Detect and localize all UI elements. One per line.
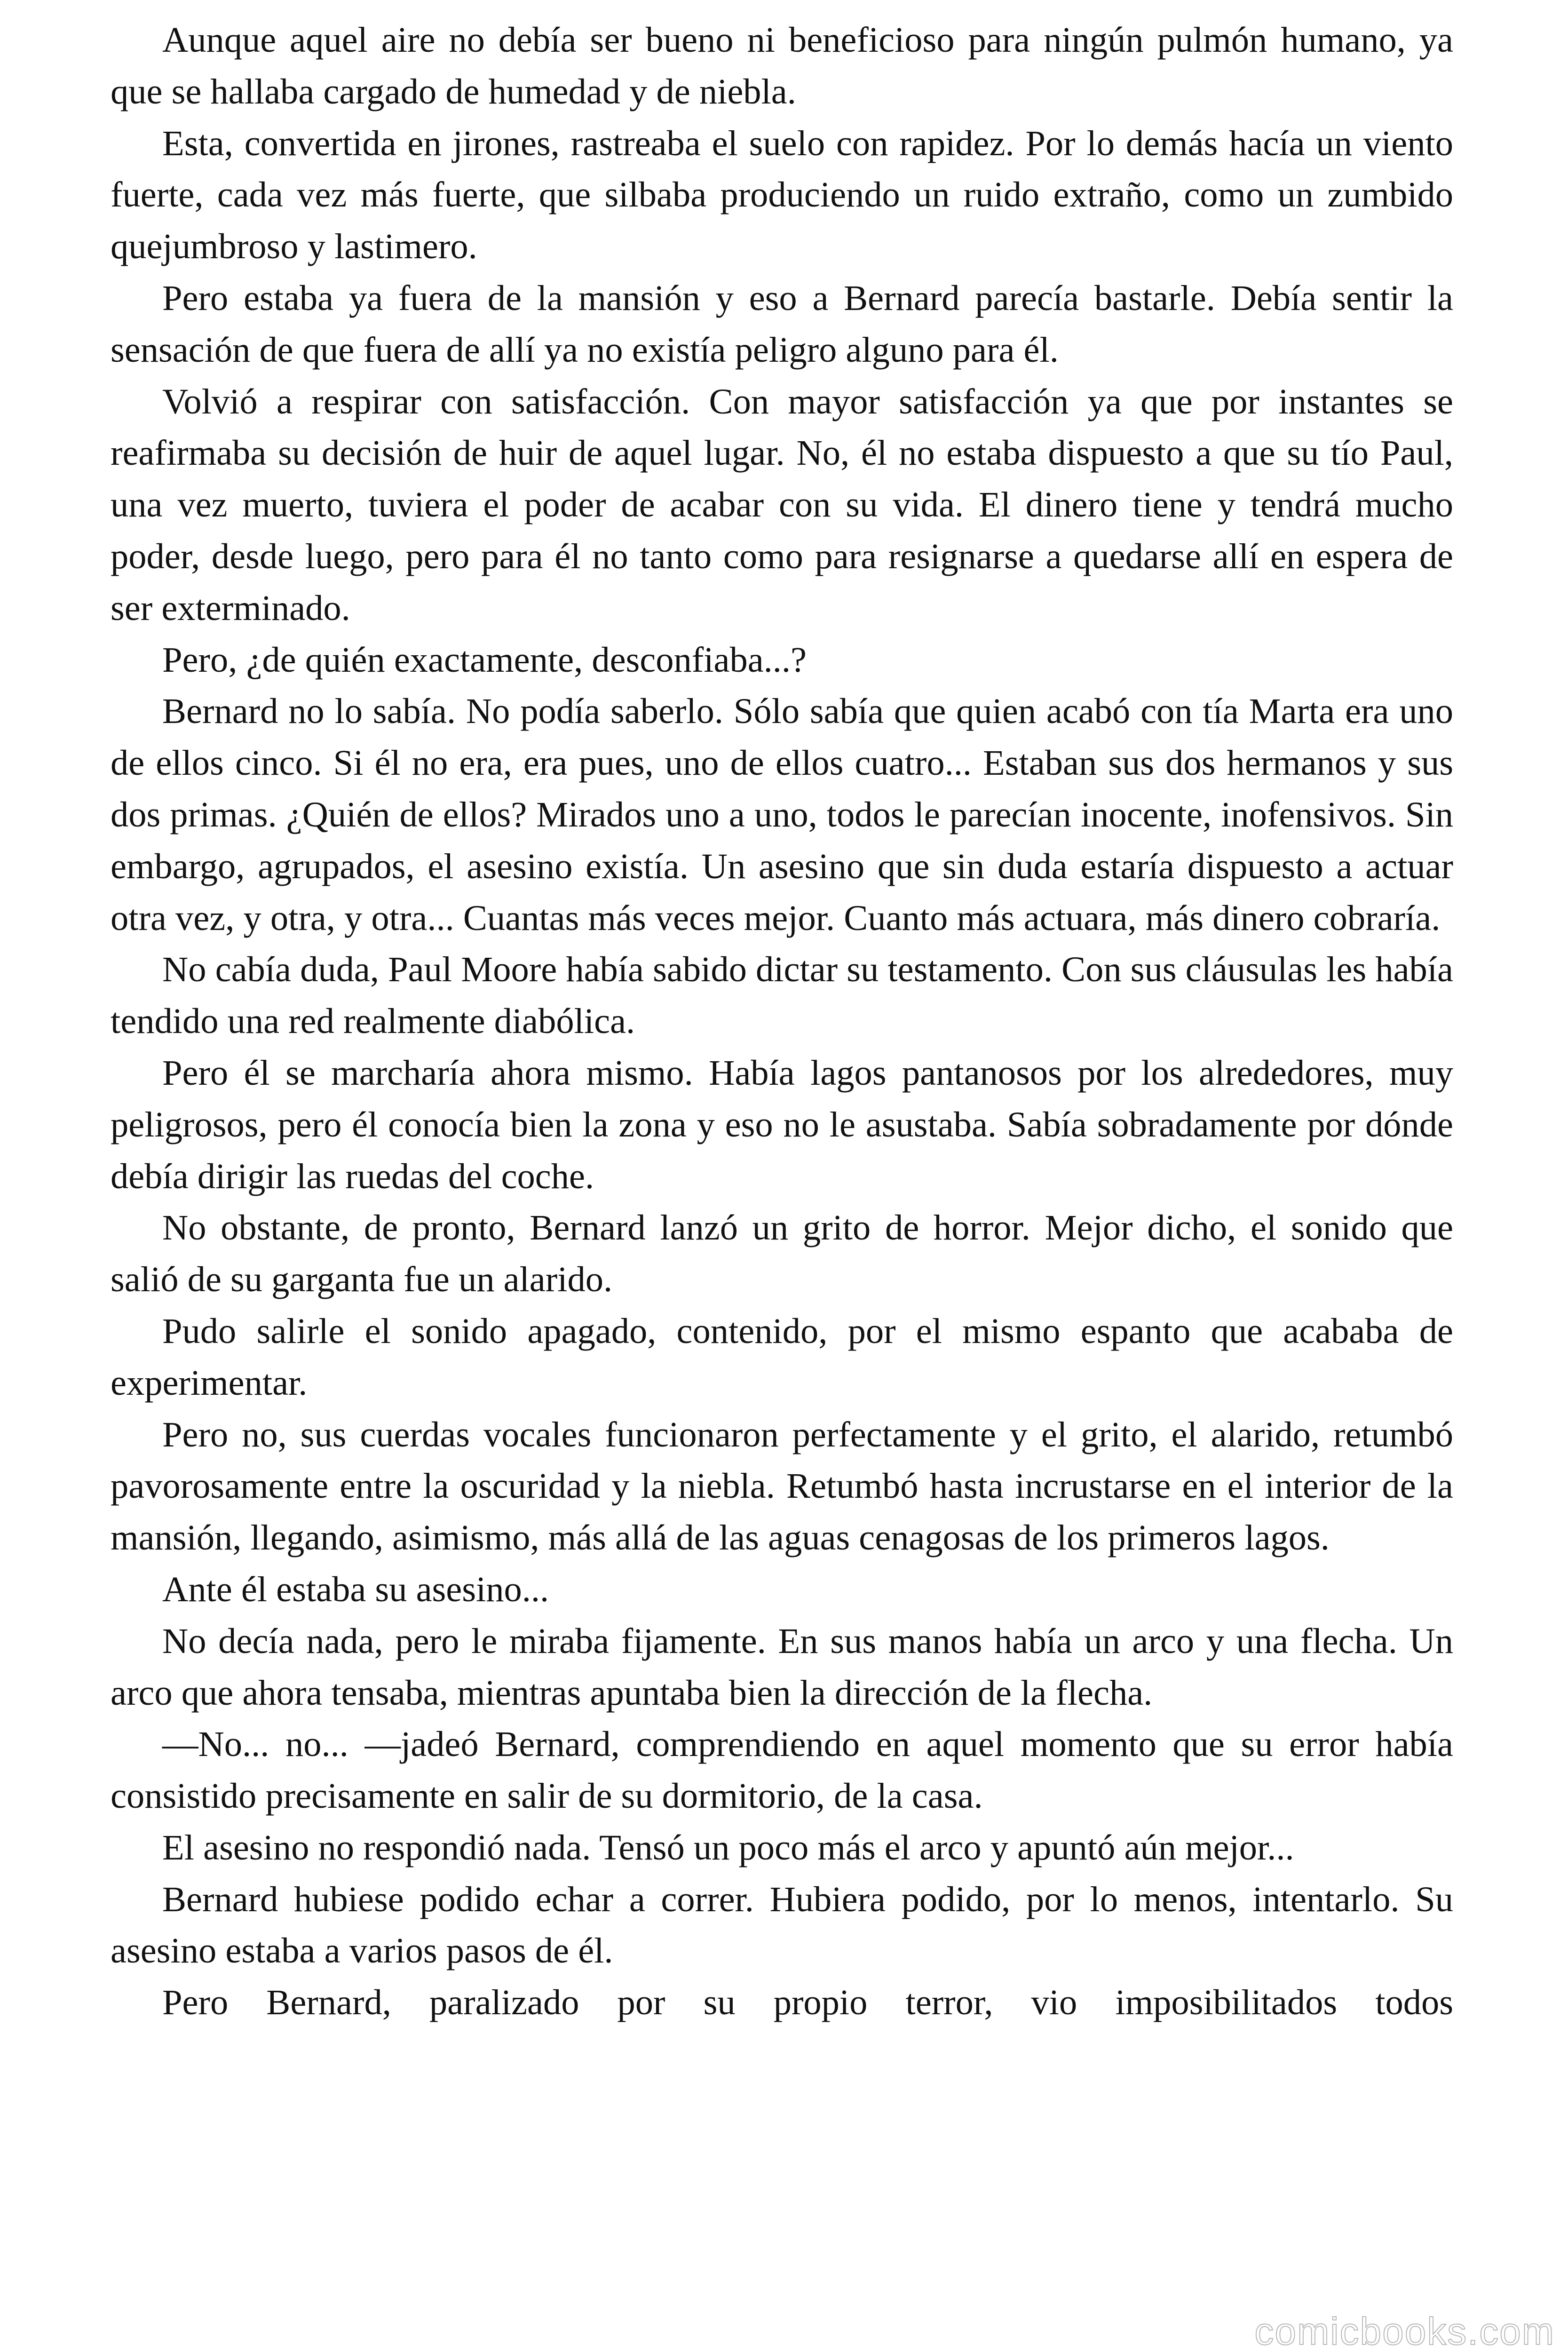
- paragraph: Pero no, sus cuerdas vocales funcionaron perfectamente y el grito, el alarido, retumbó pavorosamente entre la oscuridad y la niebla. Retumbó hasta incrustarse en el interior de la mansión, llegando, asimismo, más allá de las aguas cenagosas de los primeros lagos.: [111, 1414, 1453, 1558]
- paragraph: Ante él estaba su asesino...: [162, 1569, 549, 1609]
- paragraph: Volvió a respirar con satisfacción. Con mayor satisfacción ya que por instantes se reafirmaba su decisión de huir de aquel lugar. No, él no estaba dispuesto a que su tío Paul, una vez muerto, tuviera el poder de acabar con su vida. El dinero tiene y tendrá mucho poder, desde luego, pero para él no tanto como para resignarse a quedarse allí en espera de ser exterminado.: [111, 381, 1453, 628]
- paragraph: No cabía duda, Paul Moore había sabido dictar su testamento. Con sus cláusulas les había tendido una red realmente diabólica.: [111, 949, 1453, 1041]
- paragraph: Bernard no lo sabía. No podía saberlo. Sólo sabía que quien acabó con tía Marta era uno de ellos cinco. Si él no era, era pues, uno de ellos cuatro... Estaban sus dos hermanos y sus dos primas. ¿Quién de ellos? Mirados uno a uno, todos le parecían inocente, inofensivos. Sin embargo, agrupados, el asesino existía. Un asesino que sin duda estaría dispuesto a actuar otra vez, y otra, y otra... Cuantas más veces mejor. Cuanto más actuara, más dinero cobraría.: [111, 691, 1453, 938]
- paragraph-continued: Pero Bernard, paralizado por su propio terror, vio imposibilitados todos: [162, 1982, 1453, 2023]
- paragraph: No decía nada, pero le miraba fijamente. En sus manos había un arco y una flecha. Un arco que ahora tensaba, mientras apuntaba bien la dirección de la flecha.: [111, 1621, 1453, 1713]
- paragraph: No obstante, de pronto, Bernard lanzó un grito de horror. Mejor dicho, el sonido que salió de su garganta fue un alarido.: [111, 1208, 1453, 1300]
- book-page-text: [111, 14, 1453, 2338]
- paragraph: Esta, convertida en jirones, rastreaba el suelo con rapidez. Por lo demás hacía un viento fuerte, cada vez más fuerte, que silbaba produciendo un ruido extraño, como un zumbido quejumbroso y lastimero.: [111, 123, 1453, 267]
- paragraph: Pero, ¿de quién exactamente, desconfiaba...?: [162, 639, 807, 680]
- paragraph: Pudo salirle el sonido apagado, contenido, por el mismo espanto que acababa de experimentar.: [111, 1311, 1453, 1403]
- paragraph: Bernard hubiese podido echar a correr. Hubiera podido, por lo menos, intentarlo. Su asesino estaba a varios pasos de él.: [111, 1879, 1453, 1971]
- paragraph: —No... no... —jadeó Bernard, comprendiendo en aquel momento que su error había consistido precisamente en salir de su dormitorio, de la casa.: [111, 1724, 1453, 1816]
- paragraph: Pero él se marcharía ahora mismo. Había lagos pantanosos por los alrededores, muy peligrosos, pero él conocía bien la zona y eso no le asustaba. Sabía sobradamente por dónde debía dirigir las ruedas del coche.: [111, 1052, 1453, 1196]
- paragraph: Aunque aquel aire no debía ser bueno ni beneficioso para ningún pulmón humano, ya que se hallaba cargado de humedad y de niebla.: [111, 20, 1453, 111]
- watermark: comicbooks.com: [1254, 2310, 1555, 2352]
- paragraph: El asesino no respondió nada. Tensó un poco más el arco y apuntó aún mejor...: [162, 1827, 1294, 1867]
- paragraph: Pero estaba ya fuera de la mansión y eso a Bernard parecía bastarle. Debía sentir la sensación de que fuera de allí ya no existía peligro alguno para él.: [111, 278, 1453, 370]
